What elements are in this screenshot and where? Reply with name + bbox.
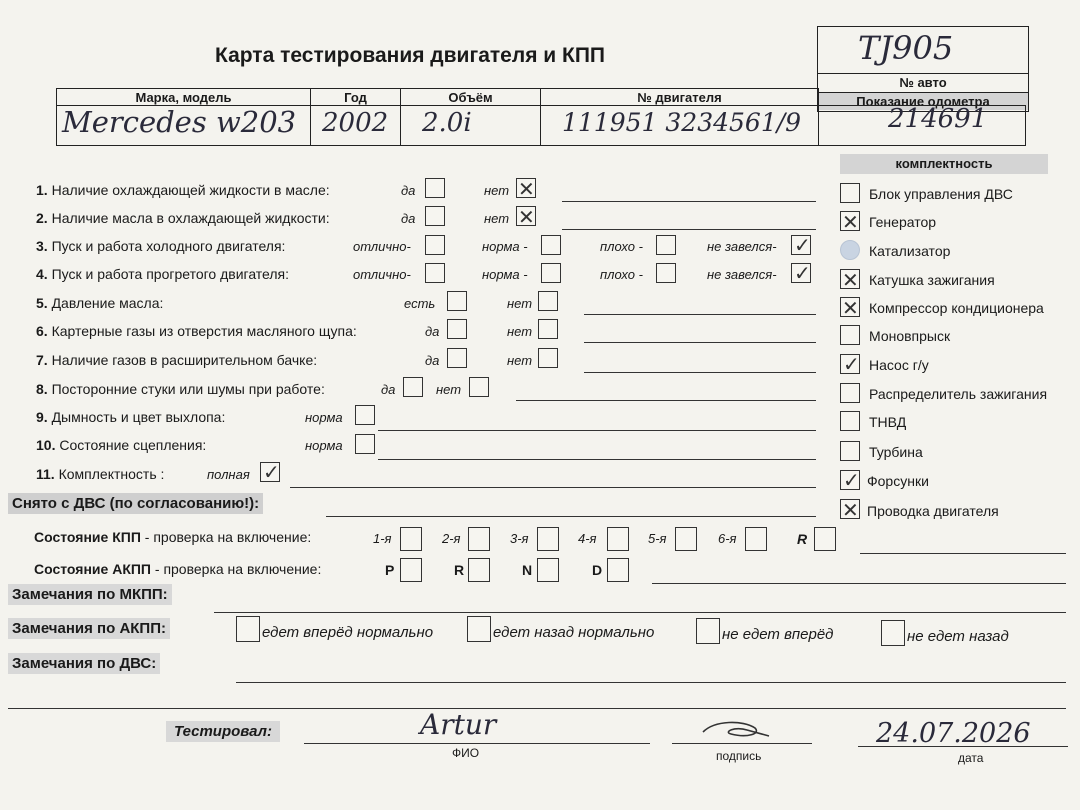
q5-notes-line	[584, 314, 816, 315]
checkbox-kpp-gear-6[interactable]	[745, 527, 767, 551]
auto-number-label: № авто	[818, 73, 1028, 91]
remarks-akpp-label: Замечания по АКПП:	[8, 618, 170, 639]
komplekt-checkbox-katushka[interactable]	[840, 269, 860, 289]
question-number: 2.	[36, 210, 48, 226]
gear-p-label: P	[385, 562, 395, 578]
komplekt-label: Форсунки	[867, 473, 929, 489]
checkbox-akpp-d[interactable]	[607, 558, 629, 582]
akpp-option-label: едет вперёд нормально	[262, 624, 434, 641]
checkbox-q4-ploho[interactable]	[656, 263, 676, 283]
question-text: Пуск и работа холодного двигателя:	[51, 238, 286, 254]
question-2	[36, 210, 330, 226]
akpp-label	[34, 561, 321, 577]
gear-r-label: R	[797, 531, 808, 547]
q1-notes-line	[562, 201, 816, 202]
gear-3-label: 3-я	[510, 531, 529, 546]
question-text: Состояние сцепления:	[59, 437, 207, 453]
question-text: Картерные газы из отверстия масляного щупа:	[51, 323, 357, 339]
opt-norma-label: норма -	[482, 239, 528, 254]
checkbox-akpp-ne-nazad[interactable]	[881, 620, 905, 646]
opt-ne-zavelsya-label: не завелся-	[707, 267, 777, 282]
komplekt-label: Блок управления ДВС	[869, 186, 1013, 202]
gear-1-label: 1-я	[373, 531, 392, 546]
opt-norma-label: норма -	[482, 267, 528, 282]
remarks-mkpp-label: Замечания по МКПП:	[8, 584, 172, 605]
date-label: дата	[958, 751, 984, 765]
akpp-option-label: не едет назад	[907, 628, 1009, 645]
question-1	[36, 182, 330, 198]
checkbox-q3-norma[interactable]	[541, 235, 561, 255]
checkbox-q3-otlichno[interactable]	[425, 235, 445, 255]
checkbox-akpp-nazad-normalno[interactable]	[467, 616, 491, 642]
komplekt-checkbox-tnvd[interactable]	[840, 411, 860, 431]
komplekt-label: Проводка двигателя	[867, 503, 999, 519]
date-line	[858, 746, 1068, 747]
opt-net-label: нет	[507, 353, 533, 368]
komplekt-label: Компрессор кондиционера	[869, 300, 1044, 316]
snyato-line	[326, 516, 816, 517]
opt-net-label: нет	[484, 211, 510, 226]
checkbox-q4-otlichno[interactable]	[425, 263, 445, 283]
q9-notes-line	[378, 430, 816, 431]
checkbox-q4-ne-zavelsya[interactable]	[791, 263, 811, 283]
fio-signature: Artur	[420, 708, 497, 741]
remarks-dvs-line	[236, 682, 1066, 683]
year-value: 2002	[322, 108, 389, 138]
snyato-label: Снято с ДВС (по согласованию!):	[8, 493, 263, 514]
q6-notes-line	[584, 342, 816, 343]
checkbox-kpp-gear-r[interactable]	[814, 527, 836, 551]
checkbox-q8-da[interactable]	[403, 377, 423, 397]
question-number: 7.	[36, 352, 48, 368]
checkbox-kpp-gear-1[interactable]	[400, 527, 422, 551]
question-8	[36, 381, 325, 397]
gear-5-label: 5-я	[648, 531, 667, 546]
question-number: 8.	[36, 381, 48, 397]
komplekt-label: Насос г/у	[869, 357, 929, 373]
tested-label: Тестировал:	[166, 721, 280, 742]
checkbox-q5-est[interactable]	[447, 291, 467, 311]
gear-2-label: 2-я	[442, 531, 461, 546]
komplekt-label: Катализатор	[869, 243, 951, 259]
question-text: Наличие масла в охлаждающей жидкости:	[51, 210, 330, 226]
question-text: Наличие охлаждающей жидкости в масле:	[51, 182, 330, 198]
gear-4-label: 4-я	[578, 531, 597, 546]
komplekt-label: Катушка зажигания	[869, 272, 995, 288]
podpis-label: подпись	[716, 749, 762, 763]
komplekt-checkbox-monovprysk[interactable]	[840, 325, 860, 345]
question-number: 3.	[36, 238, 48, 254]
opt-da-label: да	[425, 353, 440, 368]
komplekt-label: Моновпрыск	[869, 328, 951, 344]
header-table	[56, 88, 1026, 146]
checkbox-akpp-p[interactable]	[400, 558, 422, 582]
question-number: 11.	[36, 466, 55, 482]
question-text: Посторонние стуки или шумы при работе:	[51, 381, 325, 397]
checkbox-q10-norma[interactable]	[355, 434, 375, 454]
opt-net-label: нет	[436, 382, 462, 397]
akpp-label-rest: - проверка на включение:	[151, 561, 322, 577]
question-number: 4.	[36, 266, 48, 282]
checkbox-q8-net[interactable]	[469, 377, 489, 397]
gear-n-label: N	[522, 562, 533, 578]
remarks-dvs-label: Замечания по ДВС:	[8, 653, 160, 674]
checkbox-q6-da[interactable]	[447, 319, 467, 339]
checkbox-q1-da[interactable]	[425, 178, 445, 198]
document-title: Карта тестирования двигателя и КПП	[215, 44, 606, 67]
question-5	[36, 295, 163, 311]
akpp-label-bold: Состояние АКПП	[34, 561, 151, 577]
checkbox-akpp-vpered-normalno[interactable]	[236, 616, 260, 642]
komplekt-checkbox-generator[interactable]	[840, 211, 860, 231]
gear-r-label: R	[454, 562, 465, 578]
opt-da-label: да	[425, 324, 440, 339]
opt-ploho-label: плохо -	[600, 239, 643, 254]
komplekt-label: ТНВД	[869, 414, 907, 430]
fio-label: ФИО	[452, 746, 480, 760]
remarks-extra-line	[8, 708, 1066, 709]
question-number: 1.	[36, 182, 48, 198]
checkbox-q2-da[interactable]	[425, 206, 445, 226]
opt-otlichno-label: отлично-	[353, 239, 411, 254]
model-value: Mercedes w203	[62, 105, 297, 139]
q10-notes-line	[378, 459, 816, 460]
komplekt-checkbox-katalizator[interactable]	[840, 240, 860, 260]
checkbox-akpp-r[interactable]	[468, 558, 490, 582]
auto-number-value: ТJ905	[858, 29, 954, 67]
opt-da-label: да	[381, 382, 396, 397]
opt-est-label: есть	[404, 296, 436, 311]
header-label-year: Год	[310, 88, 401, 106]
komplekt-heading: комплектность	[840, 154, 1048, 174]
opt-net-label: нет	[507, 296, 533, 311]
volume-value: 2.0i	[422, 108, 472, 138]
header-label-volume: Объём	[400, 88, 541, 106]
date-value: 24.07.2026	[876, 718, 1031, 749]
checkbox-kpp-gear-2[interactable]	[468, 527, 490, 551]
fio-line	[304, 743, 650, 744]
odometer-value: 214691	[888, 104, 988, 134]
question-number: 9.	[36, 409, 48, 425]
checkbox-q5-net[interactable]	[538, 291, 558, 311]
question-text: Комплектность :	[58, 466, 165, 482]
question-number: 10.	[36, 437, 56, 453]
header-label-model: Марка, модель	[56, 88, 311, 106]
checkbox-akpp-n[interactable]	[537, 558, 559, 582]
engine-no-value: 111951 3234561/9	[562, 108, 802, 137]
question-7	[36, 352, 317, 368]
opt-ne-zavelsya-label: не завелся-	[707, 239, 777, 254]
komplekt-checkbox-kompressor[interactable]	[840, 297, 860, 317]
akpp-option-label: не едет вперёд	[722, 626, 834, 643]
remarks-mkpp-line	[214, 612, 1066, 613]
komplekt-label: Распределитель зажигания	[869, 386, 1048, 402]
podpis-line	[672, 743, 812, 744]
komplekt-checkbox-provodka[interactable]	[840, 499, 860, 519]
checkbox-kpp-gear-3[interactable]	[537, 527, 559, 551]
question-number: 5.	[36, 295, 48, 311]
komplekt-checkbox-turbina[interactable]	[840, 441, 860, 461]
opt-da-label: да	[401, 211, 416, 226]
kpp-notes-line	[860, 553, 1066, 554]
gear-6-label: 6-я	[718, 531, 737, 546]
question-3	[36, 238, 285, 254]
question-4	[36, 266, 289, 282]
question-text: Давление масла:	[51, 295, 164, 311]
question-10	[36, 437, 206, 453]
checkbox-q7-net[interactable]	[538, 348, 558, 368]
akpp-notes-line	[652, 583, 1066, 584]
opt-da-label: да	[401, 183, 416, 198]
komplekt-checkbox-nasos-gu[interactable]	[840, 354, 860, 374]
q2-notes-line	[562, 229, 816, 230]
checkbox-kpp-gear-4[interactable]	[607, 527, 629, 551]
akpp-option-label: едет назад нормально	[493, 624, 655, 641]
question-11	[36, 466, 164, 482]
checkbox-q4-norma[interactable]	[541, 263, 561, 283]
opt-norma-label: норма	[305, 410, 343, 425]
opt-net-label: нет	[484, 183, 510, 198]
checkbox-q3-ne-zavelsya[interactable]	[791, 235, 811, 255]
q7-notes-line	[584, 372, 816, 373]
opt-norma-label: норма	[305, 438, 343, 453]
komplekt-checkbox-forsunki[interactable]	[840, 470, 860, 490]
question-text: Дымность и цвет выхлопа:	[51, 409, 226, 425]
opt-polnaya-label: полная	[207, 467, 250, 482]
question-text: Наличие газов в расширительном бачке:	[51, 352, 318, 368]
komplekt-label: Генератор	[869, 214, 937, 230]
checkbox-q1-net[interactable]	[516, 178, 536, 198]
opt-net-label: нет	[507, 324, 533, 339]
checkbox-q2-net[interactable]	[516, 206, 536, 226]
opt-ploho-label: плохо -	[600, 267, 643, 282]
gear-d-label: D	[592, 562, 603, 578]
odometer-label: Показание одометра	[818, 92, 1028, 110]
checkbox-q7-da[interactable]	[447, 348, 467, 368]
kpp-label-rest: - проверка на включение:	[140, 529, 312, 545]
question-6	[36, 323, 357, 339]
signature-icon	[695, 718, 775, 746]
kpp-label-bold: Состояние КПП	[34, 529, 141, 545]
question-9	[36, 409, 225, 425]
kpp-label	[34, 529, 311, 545]
komplekt-label: Турбина	[869, 444, 923, 460]
q8-notes-line	[516, 400, 816, 401]
question-number: 6.	[36, 323, 48, 339]
opt-otlichno-label: отлично-	[353, 267, 411, 282]
q11-notes-line	[290, 487, 816, 488]
komplekt-checkbox-blok-upravleniya[interactable]	[840, 183, 860, 203]
checkbox-q9-norma[interactable]	[355, 405, 375, 425]
question-text: Пуск и работа прогретого двигателя:	[51, 266, 290, 282]
checkbox-kpp-gear-5[interactable]	[675, 527, 697, 551]
komplekt-checkbox-raspredelitel[interactable]	[840, 383, 860, 403]
checkbox-q3-ploho[interactable]	[656, 235, 676, 255]
checkbox-q6-net[interactable]	[538, 319, 558, 339]
checkbox-q11-polnaya[interactable]	[260, 462, 280, 482]
header-label-engine-no: № двигателя	[540, 88, 819, 106]
checkbox-akpp-ne-vpered[interactable]	[696, 618, 720, 644]
